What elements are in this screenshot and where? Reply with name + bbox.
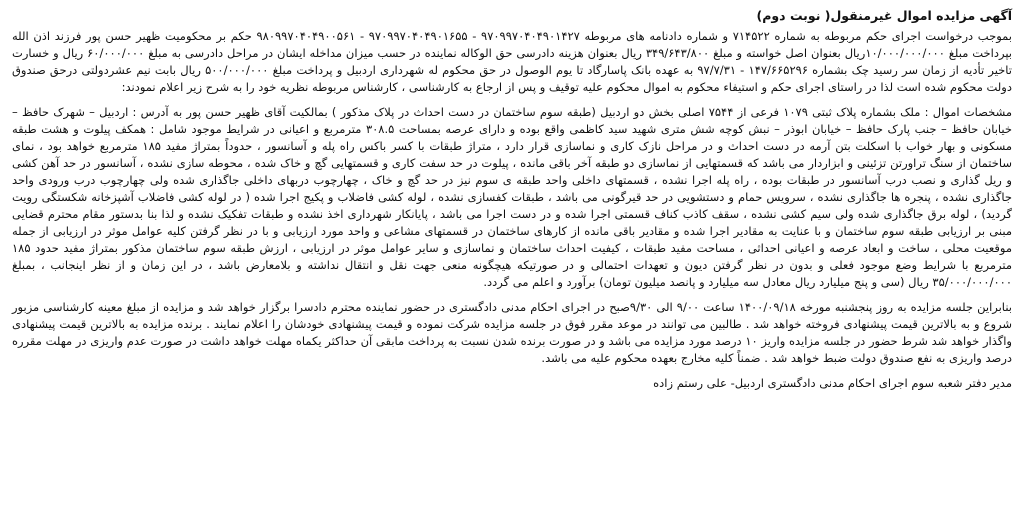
notice-paragraph-property-specs: مشخصات اموال : ملک بشماره پلاک ثبتی ۱۰۷۹ فرعی از ۷۵۴۴ اصلی بخش دو اردبیل (طبقه سوم ساختمان در دست احداث در پلاک مذکور ) بمالکیت آقای ظهیر حسن پور به آدرس : اردبیل – شهرک حافظ – خیابان حافظ – جنب پارک حافظ – خیابان ابوذر – نبش کوچه شش متری شهید سید کاظمی واقع بوده و دارای عرصه بمساحت ۳۰۸.۵ مترمربع و اعیانی در شرایط موجود شامل : همکف پیلوت و هشت طبقه مسکونی و بهار خواب با اسکلت بتن آرمه در دست احداث و در مراحل نازک کاری و نماسازی قرار دارد ، متراژ طبقات با کسر باکس راه پله و آسانسور ، حدوداً بمتراژ مفید ۱۸۵ مترمربع خواهد بود ، نمای ساختمان از سنگ تراورتن تزئینی و ابزاردار می باشد که قسمتهایی از نماسازی دو طبقه آخر باقی مانده ، پیلوت در حد سفت کاری و قسمتهایی گچ و خاک شده ، محوطه سازی نشده ، آسانسور در حد آهن کشی و ریل گذاری و نصب درب آسانسور در طبقات بوده ، راه پله اجرا نشده ، قسمتهای داخلی واحد طبقه ی سوم نیز در حد گچ و خاک ، چهارچوب دربهای داخلی جاگذاری شده ولی چهارچوب درب ورودی واحد جاگذاری نشده ، پنجره ها جاگذاری نشده ، سرویس حمام و دستشویی در حد قیرگونی می باشد ، طبقات کفسازی نشده ، لوله کشی فاضلاب و پکیج اجرا شده ( در لوله کشی فاضلاب آشپزخانه شکستگی رویت گردید) ، لوله برق جاگذاری شده ولی سیم کشی نشده ، سقف کاذب کناف قسمتی اجرا شده و در دست اجرا می باشد ، پایانکار شهرداری اخذ نشده و طبقات تفکیک نشده و لذا بنا بدستور مقام محترم قضایی مبنی بر ارزیابی طبقه سوم ساختمان و با عنایت به مقادیر اجرا شده و مقادیر باقی مانده از کارهای ساختمان در قسمتهای مشاعی و واحد مورد ارزیابی و با در نظر گرفتن کلیه عوامل موثر در ارزیابی از جمله موقعیت محلی ، ساخت و ابعاد عرصه و اعیانی احداثی ، مساحت مفید طبقات ، کیفیت احداث ساختمان و نماسازی و سایر عوامل موثر در ارزیابی ، ارزش طبقه سوم ساختمان مذکور بمتراژ مفید حدود ۱۸۵ مترمربع با شرایط وضع موجود فعلی و بدون در نظر گرفتن دیون و تعهدات احتمالی و در صورتیکه هیچگونه منعی جهت نقل و انتقال نداشته و بلامعارض باشد ، در این زمان و از نظر اینجانب ، بمبلغ ۳۵/۰۰۰/۰۰۰/۰۰۰ ریال (سی و پنج میلیارد ریال معادل سه میلیارد و پانصد میلیون تومان) برآورد و اعلم می گردد. xyxy=(12,105,1012,289)
notice-title: آگهی مزایده اموال غیرمنقول( نوبت دوم) xyxy=(756,8,1012,23)
auction-notice xyxy=(12,6,1012,522)
notice-paragraph-auction-terms: بنابراین جلسه مزایده به روز پنجشنبه مورخه ۱۴۰۰/۰۹/۱۸ ساعت ۹/۰۰ الی ۹/۳۰صبح در اجرای احکام مدنی دادگستری در حضور نماینده محترم دادسرا برگزار خواهد شد و مزایده از مبلغ معینه کارشناسی مزبور شروع و به بالاترین قیمت پیشنهادی فروخته خواهد شد . طالبین می توانند در موعد مقرر فوق در جلسه مزایده شرکت نموده و قیمت پیشنهادی خودشان را اعلام نمایند . برنده مزایده به بالاترین قیمت پیشنهادی واگذار خواهد شد شرط حضور در جلسه مزایده واریز ۱۰ درصد مورد مزایده می باشد و در صورت برنده شدن نسبت به پرداخت مابقی آن حداکثر یکماه مهلت خواهد داشت در صورت عدم واریزی در مهلت مقرره درصد واریزی به نفع صندوق دولت ضبط خواهد شد . ضمناً کلیه مخارج بعهده محکوم علیه می باشد. xyxy=(12,300,1012,365)
notice-paragraph-judgment: بموجب درخواست اجرای حکم مربوطه به شماره ۷۱۴۵۲۲ و شماره دادنامه های مربوطه ۹۷۰۹۹۷۰۴۰۴۹۰۱۴۲۷ - ۹۷۰۹۹۷۰۴۰۴۹۰۱۶۵۵ - ۹۸۰۹۹۷۰۴۰۴۹۰۰۵۶۱ حکم بر محکومیت ظهیر حسن پور فرزند اذن الله بپرداخت مبلغ ۱۰/۰۰۰/۰۰۰/۰۰۰ریال بعنوان اصل خواسته و مبلغ ۳۴۹/۶۴۳/۸۰۰ ریال بعنوان هزینه دادرسی حق الوکاله نماینده در حسب میزان مداخله ایشان در مراحل دادرسی به مبلغ ۶۰/۰۰۰/۰۰۰ ریال و خسارت تاخیر تأدیه از زمان سر رسید چک بشماره ۱۴۷/۶۶۵۲۹۶ - ۹۷/۷/۳۱ به عهده بانک پاسارگاد تا یوم الوصول در حق محکوم له شهرداری اردبیل و پرداخت مبلغ ۵۰۰/۰۰۰/۰۰۰ ریال بابت نیم عشردولتی درحق صندوق دولت محکوم شده است لذا در راستای اجرای حکم و استیفاء محکوم به اموال محکوم علیه توقیف و پس از ارجاع به کارشناسی ، کارشناس مربوطه نظریه خود را به شرح زیر اعلام نمودند: xyxy=(12,29,1012,94)
notice-signature: مدیر دفتر شعبه سوم اجرای احکام مدنی دادگستری اردبیل- علی رستم زاده xyxy=(653,376,1012,390)
